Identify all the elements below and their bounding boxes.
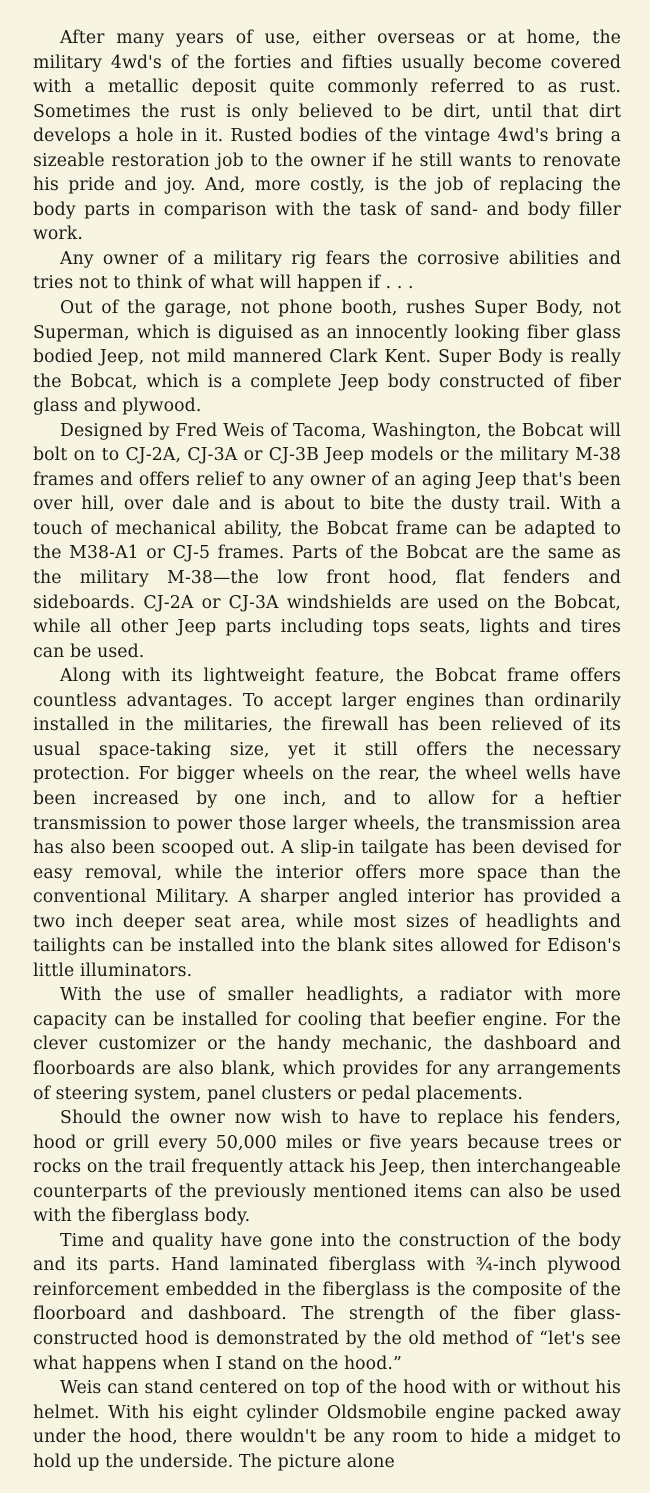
paragraph-advantages: Along with its lightweight feature, the Bobcat frame offers countless advantages. To accept larger engines than ordinarily installed in the militaries, the firewall has been relieved of its usual space-taking size, yet it still offers the necessary protection. For bigger wheels on the rear, the wheel wells have been increased by one inch, and to allow for a heftier transmission to power those larger wheels, the transmission area has also been scooped out. A slip-in tailgate has been devised for easy removal, while the interior offers more space than the conventional Military. A sharper angled interior has provided a two inch deeper seat area, while most sizes of headlights and tailights can be installed into the blank sites allowed for Edison's little illuminators. bbox=[33, 666, 621, 981]
paragraph-rust-intro: After many years of use, either overseas or at home, the military 4wd's of the forties and fifties usually become covered with a metallic deposit quite commonly referred to as rust. Sometimes the rust is only believed to be dirt, until that dirt develops a hole in it. Rusted bodies of the vintage 4wd's bring a sizeable restoration job to the owner if he still wants to renovate his pride and joy. And, more costly, is the job of replacing the body parts in comparison with the task of sand- and body filler work. bbox=[33, 28, 621, 245]
paragraph-interchangeable: Should the owner now wish to have to replace his fenders, hood or grill every 50,000 miles or five years because trees or rocks on the trail frequently attack his Jeep, then interchangeable counterparts of the previously mentioned items can also be used with the fiberglass body. bbox=[33, 1108, 621, 1227]
paragraph-headlights: With the use of smaller headlights, a radiator with more capacity can be installed for cooling that beefier engine. For the clever customizer or the handy mechanic, the dashboard and floorboards are also blank, which provides for any arrangements of steering system, panel clusters or pedal placements. bbox=[33, 985, 621, 1104]
paragraph-corrosion-fear: Any owner of a military rig fears the corrosive abilities and tries not to think of what will happen if . . . bbox=[33, 248, 621, 294]
article-text-column bbox=[33, 26, 621, 1474]
paragraph-super-body: Out of the garage, not phone booth, rushes Super Body, not Superman, which is diguised as an innocently looking fiber glass bodied Jeep, not mild mannered Clark Kent. Super Body is really the Bobcat, which is a complete Jeep body constructed of fiber glass and plywood. bbox=[33, 298, 621, 417]
paragraph-construction: Time and quality have gone into the construction of the body and its parts. Hand laminated fiberglass with ¾-inch plywood reinforcement embedded in the fiberglass is the composite of the floorboard and dashboard. The strength of the fiber glass-constructed hood is demonstrated by the old method of “let's see what happens when I stand on the hood.” bbox=[33, 1230, 621, 1374]
paragraph-hood-strength: Weis can stand centered on top of the hood with or without his helmet. With his eight cylinder Oldsmobile engine packed away under the hood, there wouldn't be any room to hide a midget to hold up the underside. The picture alone bbox=[33, 1378, 621, 1472]
paragraph-designer: Designed by Fred Weis of Tacoma, Washington, the Bobcat will bolt on to CJ-2A, CJ-3A or CJ-3B Jeep models or the military M-38 frames and offers relief to any owner of an aging Jeep that's been over hill, over dale and is about to bite the dusty trail. With a touch of mechanical ability, the Bobcat frame can be adapted to the M38-A1 or CJ-5 frames. Parts of the Bobcat are the same as the military M-38—the low front hood, flat fenders and sideboards. CJ-2A or CJ-3A windshields are used on the Bobcat, while all other Jeep parts including tops seats, lights and tires can be used. bbox=[33, 420, 621, 662]
